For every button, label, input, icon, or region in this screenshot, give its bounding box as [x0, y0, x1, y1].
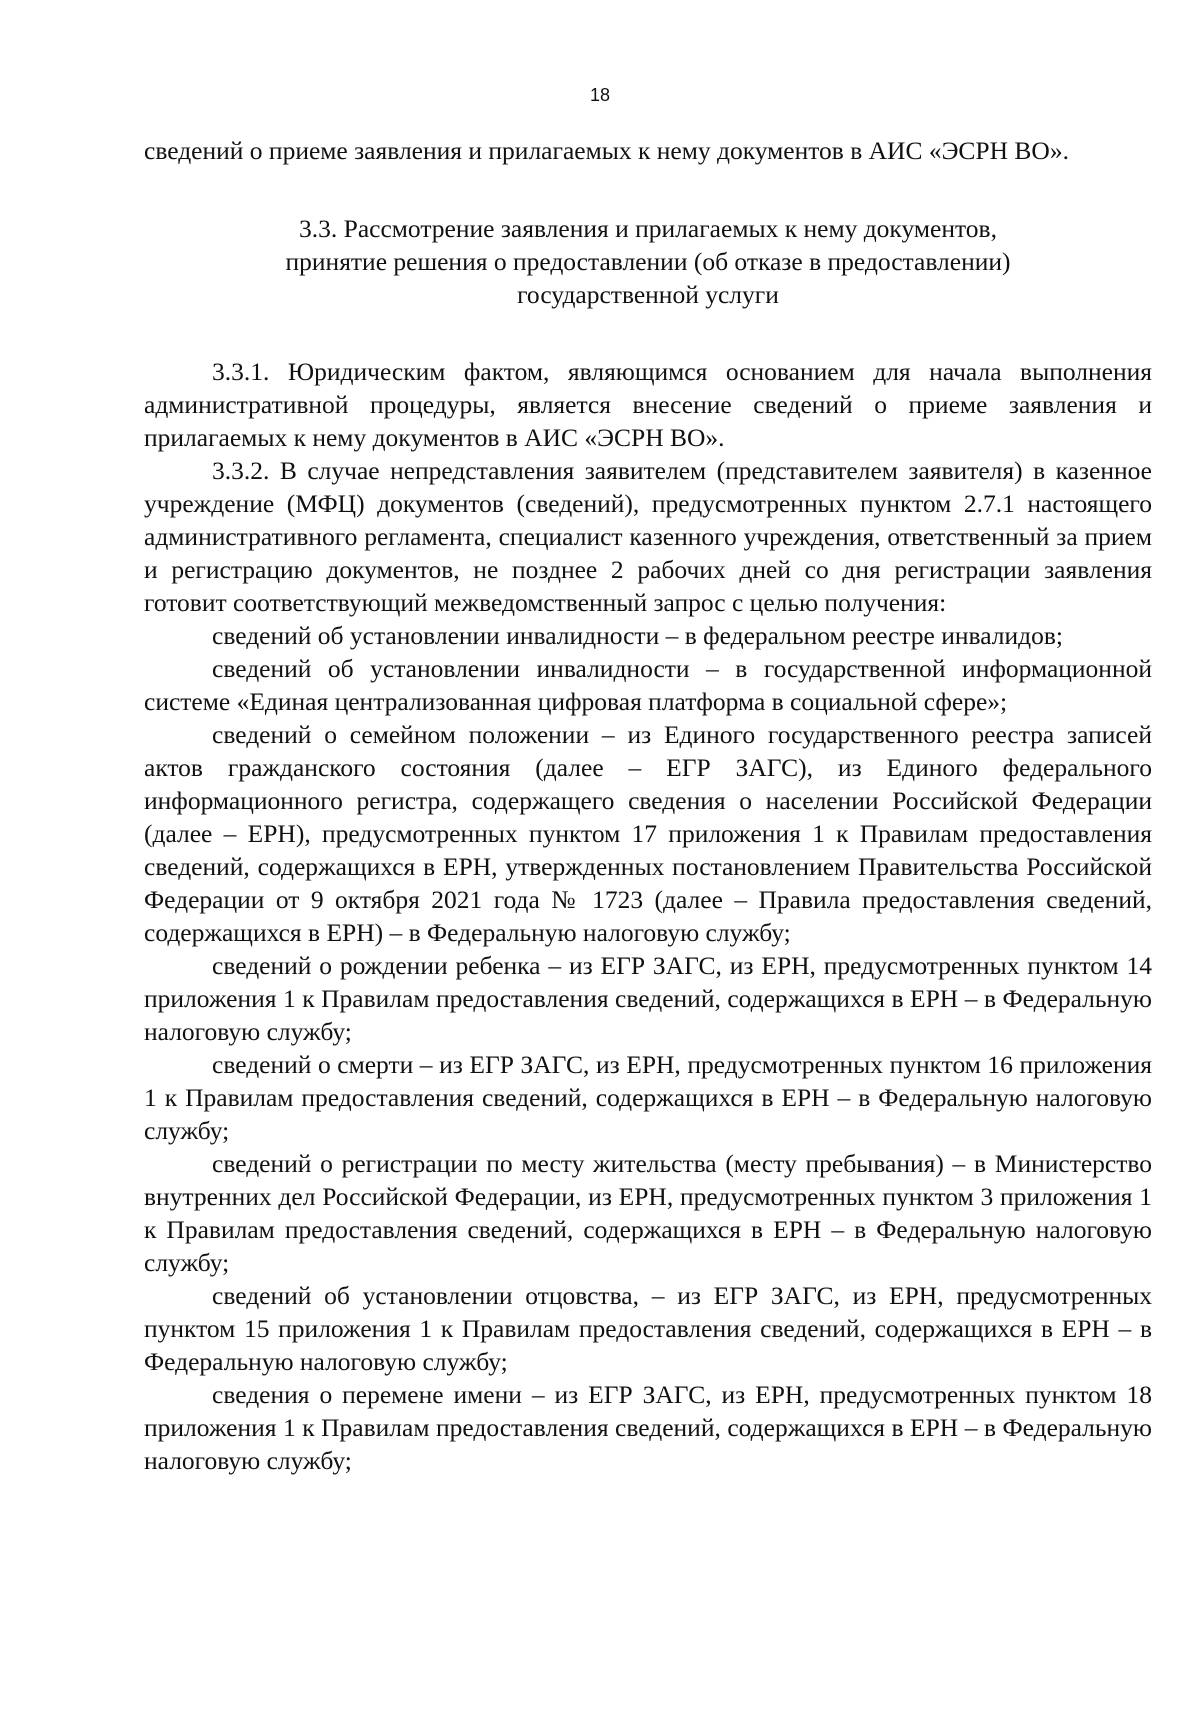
page-number: 18: [589, 85, 611, 105]
list-item-disability-state-system: сведений об установлении инвалидности – в государственной информационной системе «Единая централизованная цифровая платформа в социальной сфере»;: [144, 654, 1152, 716]
section-title: [144, 212, 1152, 311]
list-item-marital-status: сведений о семейном положении – из Единого государственного реестра записей актов гражданского состояния (далее – ЕГР ЗАГС), из Единого федерального информационного регистра, содержащего сведения о населении Российской Федерации (далее – ЕРН), предусмотренных пунктом 17 приложения 1 к Правилам предоставления сведений, содержащихся в ЕРН, утвержденных постановлением Правительства Российской Федерации от 9 октября 2021 года № 1723 (далее – Правила предоставления сведений, содержащихся в ЕРН) – в Федеральную налоговую службу;: [144, 720, 1152, 947]
paragraph-3-3-2: 3.3.2. В случае непредставления заявителем (представителем заявителя) в казенное учреждение (МФЦ) документов (сведений), предусмотренных пунктом 2.7.1 настоящего административного регламента, специалист казенного учреждения, ответственный за прием и регистрацию документов, не позднее 2 рабочих дней со дня регистрации заявления готовит соответствующий межведомственный запрос с целью получения:: [144, 456, 1152, 617]
section-title-line: принятие решения о предоставлении (об отказе в предоставлении): [285, 247, 1011, 276]
intro-paragraph: сведений о приеме заявления и прилагаемых к нему документов в АИС «ЭСРН ВО».: [144, 136, 1069, 165]
list-item-name-change: сведения о перемене имени – из ЕГР ЗАГС, из ЕРН, предусмотренных пунктом 18 приложения 1 к Правилам предоставления сведений, содержащихся в ЕРН – в Федеральную налоговую службу;: [144, 1380, 1152, 1475]
paragraph-3-3-1: 3.3.1. Юридическим фактом, являющимся основанием для начала выполнения административной процедуры, является внесение сведений о приеме заявления и прилагаемых к нему документов в АИС «ЭСРН ВО».: [144, 357, 1152, 452]
section-title-line: государственной услуги: [517, 280, 779, 309]
list-item-paternity: сведений об установлении отцовства, – из ЕГР ЗАГС, из ЕРН, предусмотренных пунктом 15 приложения 1 к Правилам предоставления сведений, содержащихся в ЕРН – в Федеральную налоговую службу;: [144, 1281, 1152, 1376]
list-item-child-birth: сведений о рождении ребенка – из ЕГР ЗАГС, из ЕРН, предусмотренных пунктом 14 приложения 1 к Правилам предоставления сведений, содержащихся в ЕРН – в Федеральную налоговую службу;: [144, 951, 1152, 1046]
list-item-registration: сведений о регистрации по месту жительства (месту пребывания) – в Министерство внутренних дел Российской Федерации, из ЕРН, предусмотренных пунктом 3 приложения 1 к Правилам предоставления сведений, содержащихся в ЕРН – в Федеральную налоговую службу;: [144, 1149, 1152, 1277]
section-title-line: 3.3. Рассмотрение заявления и прилагаемых к нему документов,: [299, 214, 997, 243]
list-item-death: сведений о смерти – из ЕГР ЗАГС, из ЕРН, предусмотренных пунктом 16 приложения 1 к Правилам предоставления сведений, содержащихся в ЕРН – в Федеральную налоговую службу;: [144, 1050, 1152, 1145]
list-item-disability-federal-registry: сведений об установлении инвалидности – в федеральном реестре инвалидов;: [212, 621, 1064, 650]
document-body: [144, 134, 1152, 1477]
